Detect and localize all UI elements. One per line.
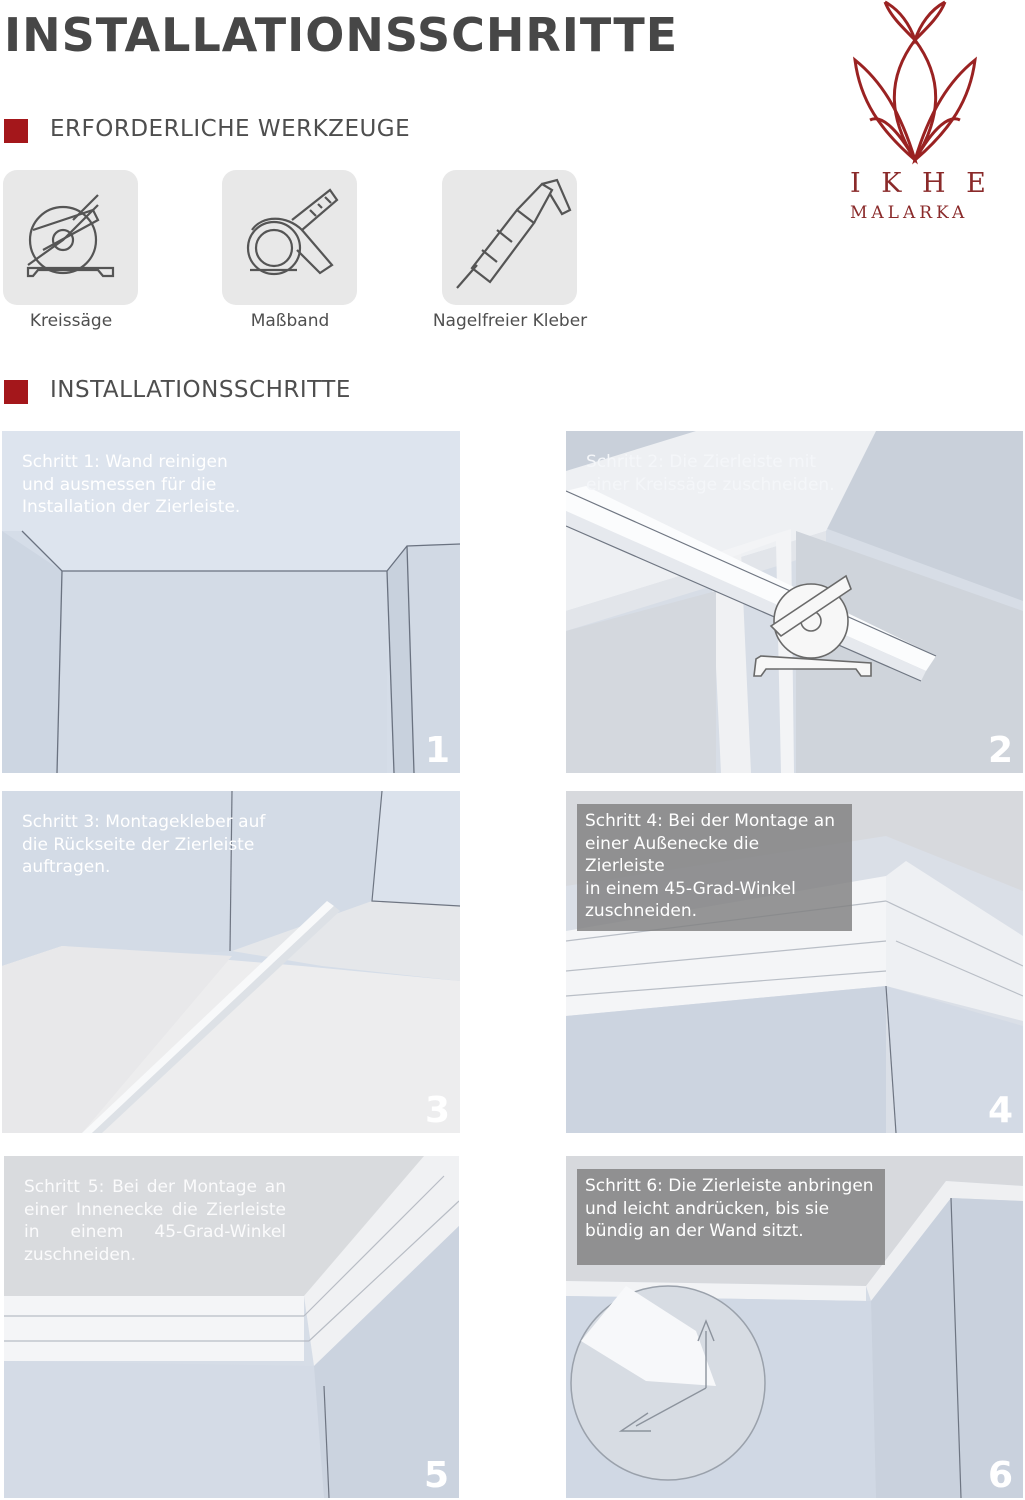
caption-line: Installation der Zierleiste. xyxy=(22,497,241,517)
step-caption xyxy=(577,804,852,931)
caption-line: zuschneiden. xyxy=(585,901,698,921)
measuring-tape-icon xyxy=(222,170,357,305)
brand-logo xyxy=(840,0,990,225)
caption-line: und leicht andrücken, bis sie xyxy=(585,1198,830,1219)
caption-line: Schritt 6: Die Zierleiste anbringen xyxy=(585,1176,874,1196)
caption-line: die Rückseite der Zierleiste xyxy=(22,834,255,855)
step-number: 6 xyxy=(987,1455,1013,1496)
circular-saw-icon xyxy=(3,170,138,305)
step-caption xyxy=(22,811,265,879)
caption-line: einer Kreissäge zuschneiden. xyxy=(586,474,835,495)
step-number: 5 xyxy=(423,1455,449,1496)
section-marker xyxy=(4,119,28,143)
steps-section-title: INSTALLATIONSSCHRITTE xyxy=(50,377,351,403)
tool-label-tape: Maßband xyxy=(250,311,330,331)
tools-section-title: ERFORDERLICHE WERKZEUGE xyxy=(50,116,411,142)
step-number: 1 xyxy=(424,730,450,771)
logo-line1: I K H E xyxy=(850,168,992,199)
caption-line: in einem 45-Grad-Winkel xyxy=(24,1222,286,1242)
step-caption xyxy=(24,1176,286,1266)
caption-line: einer Innenecke die Zierleiste xyxy=(24,1199,286,1220)
caption-line: Schritt 2: Die Zierleiste mit xyxy=(586,452,817,472)
step-panel-2 xyxy=(566,431,1023,773)
caption-line: Schritt 3: Montagekleber auf xyxy=(22,812,266,832)
tool-card-glue xyxy=(442,170,577,305)
caption-line: Schritt 5: Bei der Montage an xyxy=(24,1177,286,1197)
step-panel-4 xyxy=(566,791,1023,1133)
caption-line: Schritt 1: Wand reinigen xyxy=(22,452,228,472)
section-marker xyxy=(4,380,28,404)
step-panel-5 xyxy=(4,1156,459,1498)
lotus-logo-icon xyxy=(840,0,990,170)
tool-label-glue: Nagelfreier Kleber xyxy=(432,311,588,331)
step-caption xyxy=(22,451,240,519)
step-number: 2 xyxy=(987,730,1013,771)
caption-line: Schritt 4: Bei der Montage an xyxy=(585,811,835,831)
caption-line: bündig an der Wand sitzt. xyxy=(585,1221,804,1241)
caulk-gun-icon xyxy=(442,170,577,305)
page-title: INSTALLATIONSSCHRITTE xyxy=(4,8,679,62)
tool-card-saw xyxy=(3,170,138,305)
step-panel-1 xyxy=(2,431,460,773)
step-number: 3 xyxy=(424,1090,450,1131)
caption-line: zuschneiden. xyxy=(24,1244,137,1265)
logo-line2: MALARKA xyxy=(850,203,969,223)
caption-line: in einem 45-Grad-Winkel xyxy=(585,878,796,899)
step-panel-3 xyxy=(2,791,460,1133)
tool-card-tape xyxy=(222,170,357,305)
caption-line: und ausmessen für die xyxy=(22,474,217,495)
step-caption xyxy=(586,451,835,496)
step-panel-6 xyxy=(566,1156,1023,1498)
tool-label-saw: Kreissäge xyxy=(29,311,113,331)
caption-line: auftragen. xyxy=(22,857,111,877)
caption-line: einer Außenecke die Zierleiste xyxy=(585,833,760,876)
step-caption xyxy=(577,1169,885,1265)
step-number: 4 xyxy=(987,1090,1013,1131)
